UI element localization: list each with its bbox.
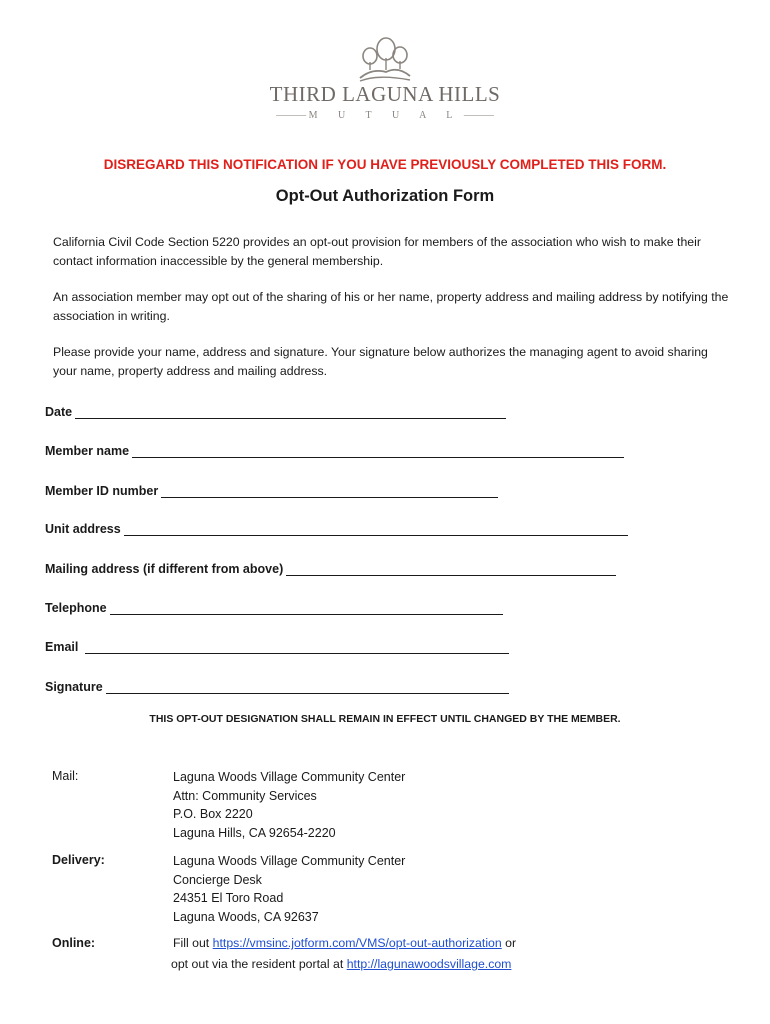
- member-id-line[interactable]: [161, 483, 498, 498]
- delivery-address: [173, 852, 405, 926]
- org-subtitle: ——— M U T U A L ———: [276, 110, 494, 121]
- member-id-field[interactable]: [45, 480, 498, 498]
- signature-label: Signature: [45, 680, 103, 694]
- trees-hills-icon: [358, 36, 412, 82]
- email-field[interactable]: [45, 636, 509, 654]
- mail-line-4: Laguna Hills, CA 92654-2220: [173, 825, 336, 840]
- mail-line-1: Laguna Woods Village Community Center: [173, 770, 406, 784]
- delivery-label: Delivery:: [52, 853, 105, 867]
- delivery-line-4: Laguna Woods, CA 92637: [173, 909, 319, 924]
- logo: [0, 30, 770, 130]
- opt-out-paragraph: An association member may opt out of the sharing of his or her name, property address and mailing address by notifying the association in writing.: [53, 290, 729, 323]
- telephone-label: Telephone: [45, 601, 107, 615]
- delivery-line-2: Concierge Desk: [173, 872, 262, 887]
- member-id-label: Member ID number: [45, 484, 159, 498]
- mailing-address-line[interactable]: [286, 561, 616, 576]
- mail-line-3: P.O. Box 2220: [173, 807, 253, 821]
- org-name: THIRD LAGUNA HILLS: [269, 82, 501, 106]
- jotform-link[interactable]: https://vmsinc.jotform.com/VMS/opt-out-authorization: [212, 936, 502, 950]
- mailing-address-label: Mailing address (if different from above): [45, 562, 284, 576]
- telephone-field[interactable]: [45, 597, 503, 615]
- mailing-address-field[interactable]: [45, 558, 616, 576]
- form-title: Opt-Out Authorization Form: [275, 187, 495, 205]
- member-name-field[interactable]: [45, 440, 624, 458]
- mail-line-2: Attn: Community Services: [173, 788, 317, 803]
- date-label: Date: [45, 405, 73, 419]
- unit-address-field[interactable]: [45, 518, 628, 536]
- email-line[interactable]: [85, 639, 509, 654]
- unit-address-label: Unit address: [45, 522, 121, 536]
- civil-code-paragraph: California Civil Code Section 5220 provides an opt-out provision for members of the association who wish to make their contact information inaccessible by the general membership.: [53, 235, 701, 268]
- delivery-line-1: Laguna Woods Village Community Center: [173, 854, 406, 868]
- date-line[interactable]: [75, 404, 506, 419]
- telephone-line[interactable]: [110, 600, 503, 615]
- online-line-2: opt out via the resident portal at http://lagunawoodsvillage.com: [171, 957, 512, 971]
- disregard-notice: DISREGARD THIS NOTIFICATION IF YOU HAVE PREVIOUSLY COMPLETED THIS FORM.: [103, 157, 667, 172]
- member-name-label: Member name: [45, 444, 130, 458]
- instructions-paragraph: Please provide your name, address and signature. Your signature below authorizes the managing agent to avoid sharing your name, property address and mailing address.: [53, 345, 708, 378]
- mail-address: [173, 768, 405, 842]
- signature-field[interactable]: [45, 676, 509, 694]
- date-field[interactable]: [45, 401, 506, 419]
- unit-address-line[interactable]: [124, 521, 628, 536]
- online-instructions: [173, 933, 516, 975]
- effect-notice: THIS OPT-OUT DESIGNATION SHALL REMAIN IN EFFECT UNTIL CHANGED BY THE MEMBER.: [149, 713, 621, 725]
- portal-link[interactable]: http://lagunawoodsvillage.com: [346, 957, 512, 971]
- mail-label: Mail:: [52, 769, 79, 783]
- online-label: Online:: [52, 936, 96, 950]
- delivery-line-3: 24351 El Toro Road: [173, 891, 284, 905]
- signature-line[interactable]: [106, 679, 509, 694]
- email-label: Email: [45, 640, 79, 654]
- online-line-1: Fill out https://vmsinc.jotform.com/VMS/opt-out-authorization or: [173, 936, 517, 950]
- member-name-line[interactable]: [132, 443, 624, 458]
